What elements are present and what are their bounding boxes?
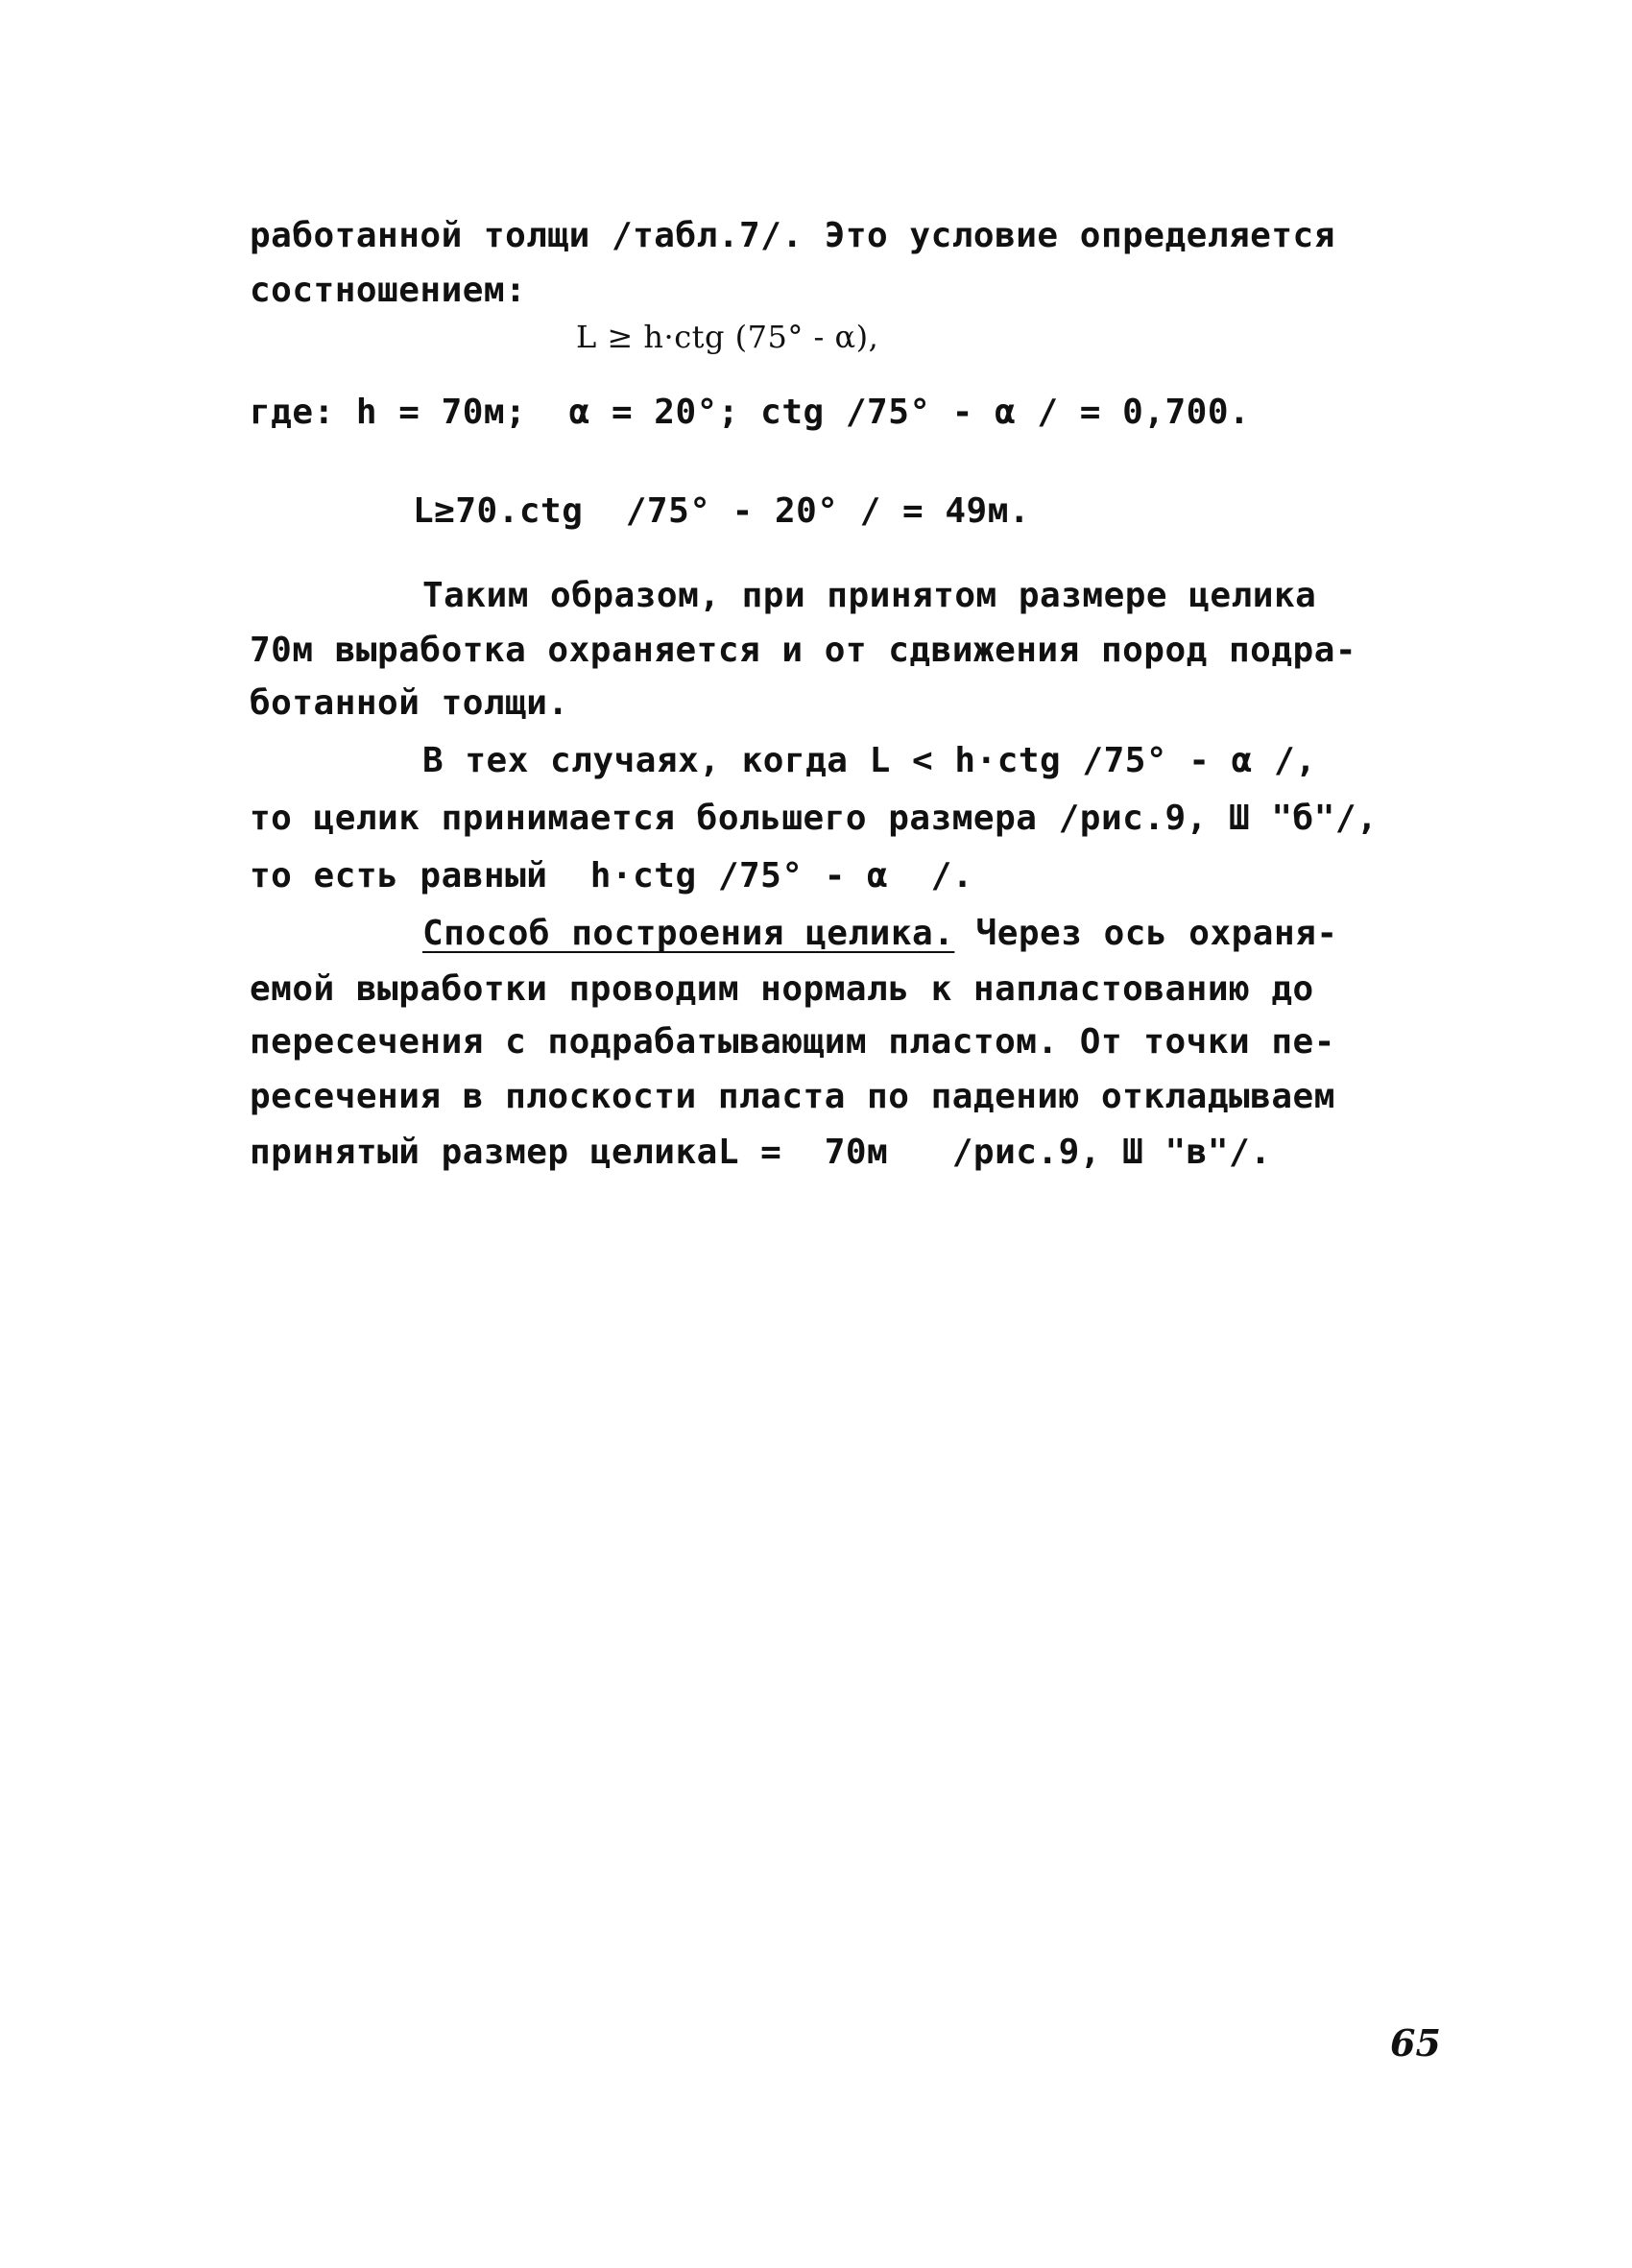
text-line-13: емой выработки проводим нормаль к напластованию до: [250, 969, 1314, 1009]
section-heading-tail: Через ось охраня-: [954, 914, 1338, 953]
section-heading-line: [422, 914, 1338, 953]
text-line-6: Таким образом, при принятом размере целика: [422, 576, 1317, 615]
text-line-16: принятый размер целикаL = 70м /рис.9, Ш "в"/.: [250, 1133, 1272, 1172]
text-line-10: то целик принимается большего размера /рис.9, Ш "б"/,: [250, 799, 1379, 838]
text-line-15: ресечения в плоскости пласта по падению откладываем: [250, 1077, 1335, 1116]
text-line-9: В тех случаях, когда L < h·ctg /75° - α /,: [422, 741, 1317, 780]
text-line-14: пересечения с подрабатывающим пластом. От точки пе-: [250, 1022, 1335, 1062]
text-line-where: где: h = 70м; α = 20°; ctg /75° - α / = 0,700.: [250, 393, 1251, 432]
text-line-2: состношением:: [250, 271, 527, 310]
formula-result: L≥70.ctg /75° - 20° / = 49м.: [413, 491, 1031, 531]
text-line-1: работанной толщи /табл.7/. Это условие определяется: [250, 216, 1335, 255]
page-number: 65: [1390, 2021, 1441, 2065]
text-line-11: то есть равный h·ctg /75° - α /.: [250, 856, 973, 895]
text-line-8: ботанной толщи.: [250, 683, 569, 723]
formula-condition: L ≥ h·ctg (75° - α),: [576, 319, 879, 355]
section-heading: Способ построения целика.: [422, 914, 955, 953]
text-line-7: 70м выработка охраняется и от сдвижения пород подра-: [250, 631, 1357, 670]
